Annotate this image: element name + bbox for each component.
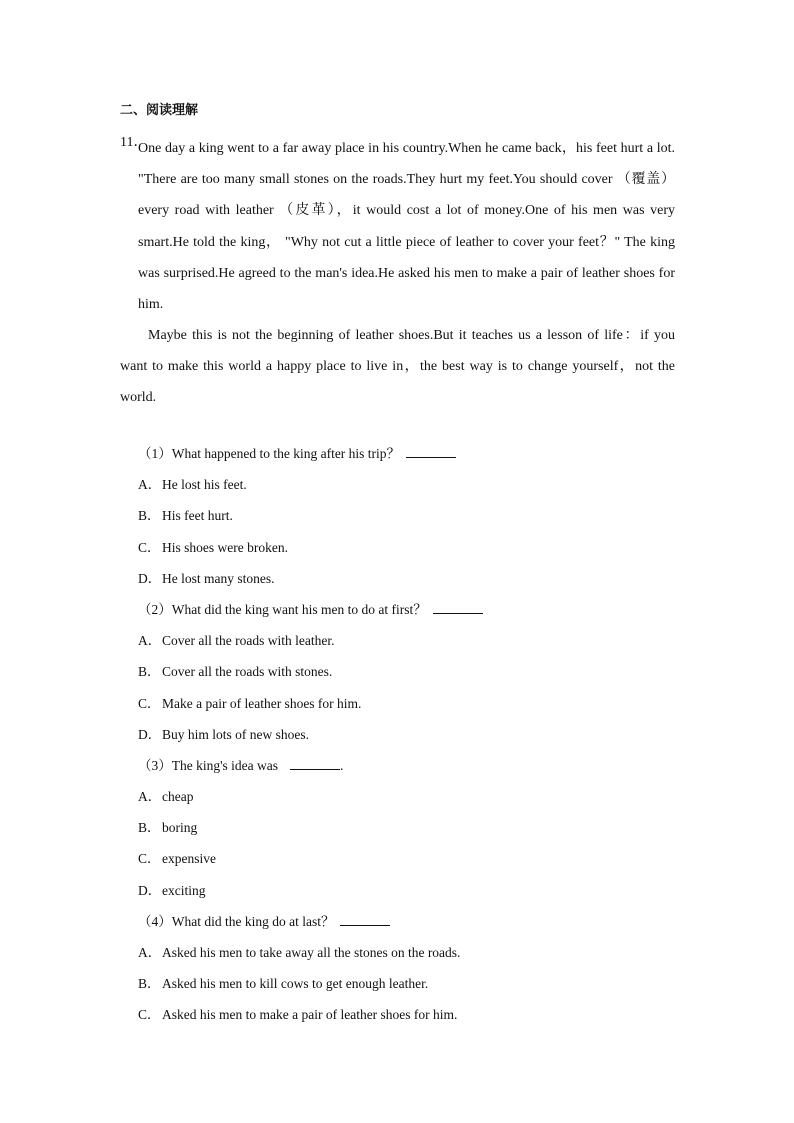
option[interactable]: C．Asked his men to make a pair of leather shoes for him. [138,1007,458,1023]
option[interactable]: C．expensive [138,851,216,867]
question-stem-2: （2）What did the king want his men to do at first？ [138,600,678,631]
option[interactable]: A．Asked his men to take away all the stones on the roads. [138,945,461,960]
answer-blank-1[interactable] [406,444,456,458]
passage-paragraph-2: Maybe this is not the beginning of leather shoes.But it teaches us a lesson of life：if you want to make this world a happy place to live in，the best way is to change yourself，not the world. [120,328,675,406]
question-number: 11． [120,135,148,150]
option[interactable]: B．Asked his men to kill cows to get enough leather. [138,976,429,992]
option[interactable]: B．Cover all the roads with stones. [138,664,333,680]
option[interactable]: B．boring [138,820,198,836]
question-stem-1: （1）What happened to the king after his trip？ [138,444,678,475]
answer-blank-3[interactable] [290,756,340,770]
option[interactable]: A．He lost his feet. [138,477,247,493]
option[interactable]: D．Buy him lots of new shoes. [138,726,309,742]
option[interactable]: C．Make a pair of leather shoes for him. [138,695,362,711]
option[interactable]: D．He lost many stones. [138,570,275,586]
option[interactable]: A．cheap [138,789,194,805]
option[interactable]: D．exciting [138,882,206,898]
question-stem-4: （4）What did the king do at last？ [138,912,678,943]
answer-blank-2[interactable] [433,600,483,614]
option[interactable]: C．His shoes were broken. [138,539,288,555]
answer-blank-4[interactable] [340,912,390,926]
passage-paragraph-1: One day a king went to a far away place in his country.When he came back，his feet hurt a lot. "There are too many small stones on the roads.They hurt my feet.You should cover （覆盖） every road with leather （皮革），it would cost a lot of money.One of his men was very smart.He told the king， "Why not cut a little piece of leather to cover your feet？" The king was surprised.He agreed to the man's idea.He asked his men to make a pair of leather shoes for him. [138,141,675,313]
section-title: 二、阅读理解 [120,103,199,118]
option[interactable]: A．Cover all the roads with leather. [138,633,335,649]
question-stem-3: （3）The king's idea was . [138,757,344,773]
question-list [138,444,678,1037]
option[interactable]: B．His feet hurt. [138,508,233,524]
